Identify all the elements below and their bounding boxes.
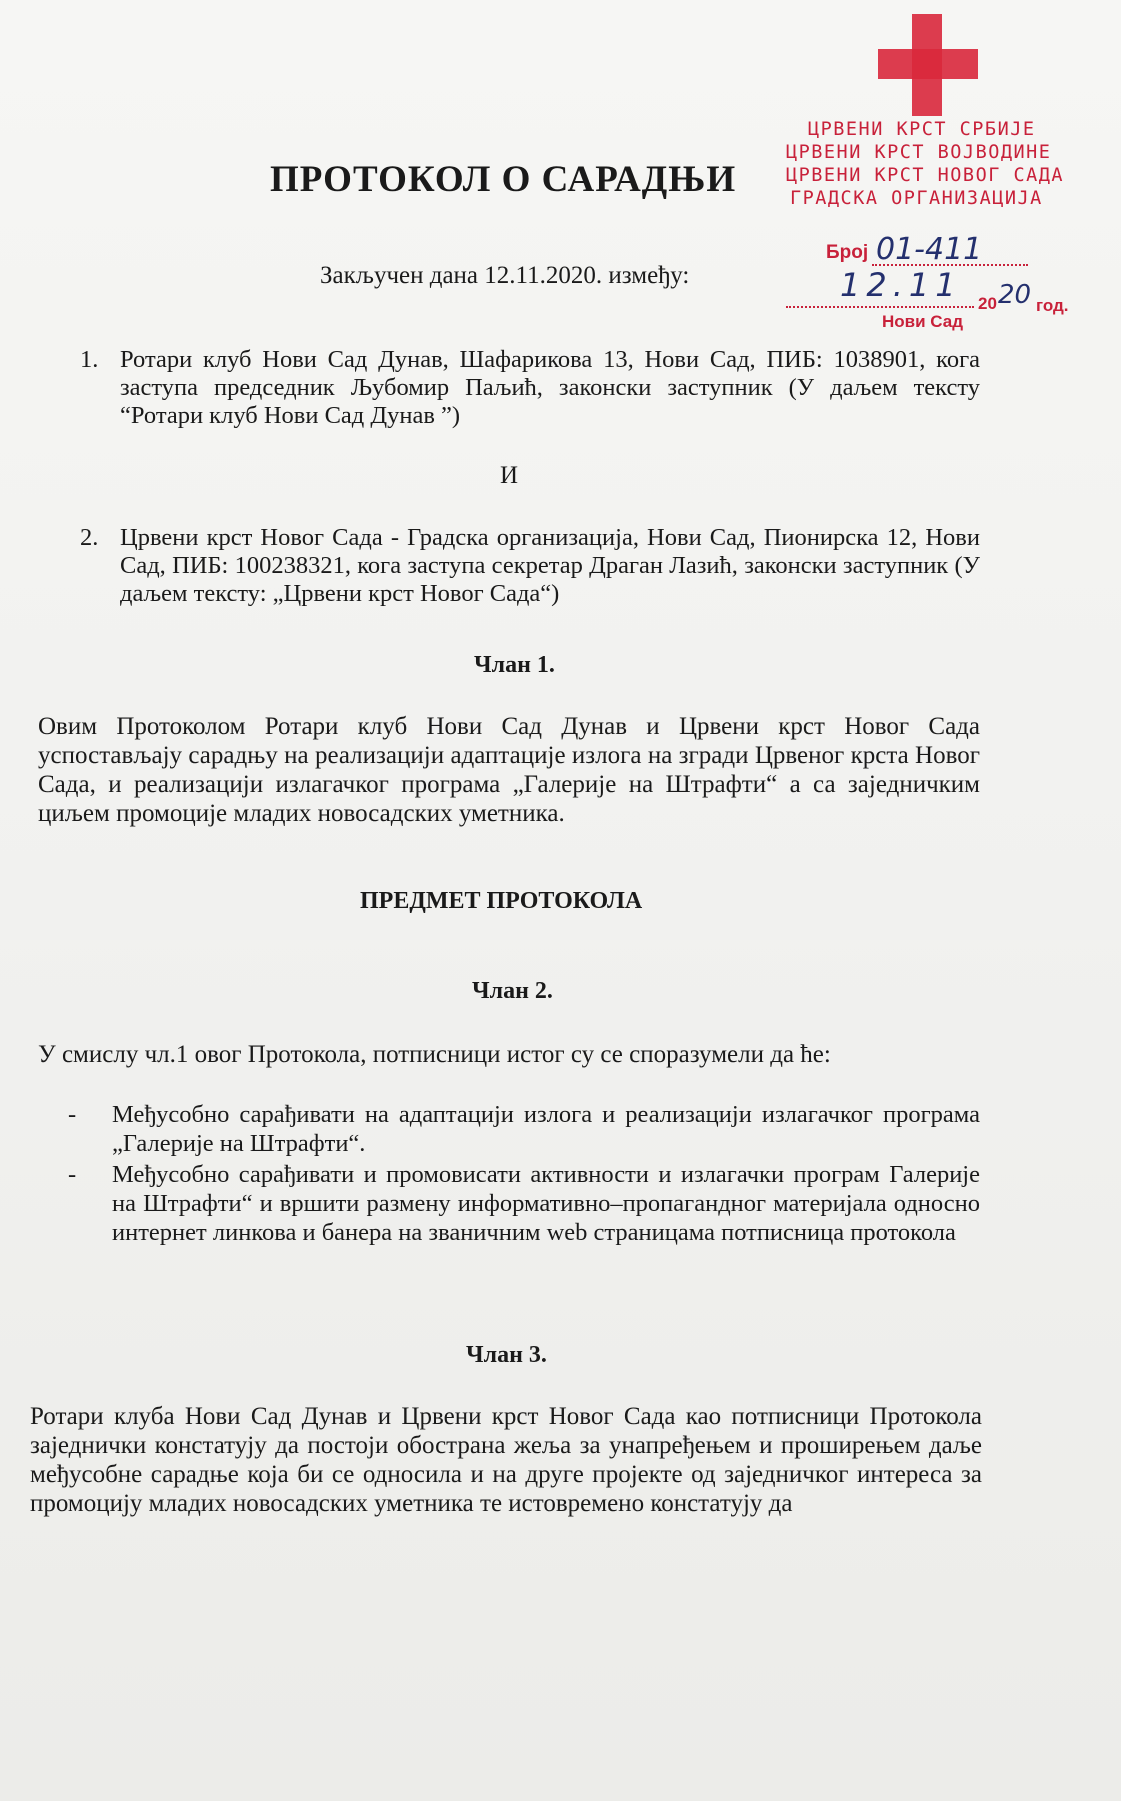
party-number: 1.: [80, 346, 99, 373]
article-1-text: Овим Протоколом Ротари клуб Нови Сад Дунав и Црвени крст Новог Сада успостављају сарадњу на реализацији адаптације излога на згради Црвеног крста Новог Сада, и реализацији излагачког програма „Галерије на Штрафти“ а са заједничким циљем промоције младих новосадских уметника.: [38, 713, 980, 827]
red-cross-stamp: [786, 118, 1064, 210]
article-2-heading: Члан 2.: [472, 978, 553, 1004]
broj-handwritten-value: 01-411: [876, 232, 983, 267]
bullet-dash: -: [68, 1101, 77, 1128]
stamp-line: ЦРВЕНИ КРСТ СРБИЈЕ: [808, 119, 1036, 140]
broj-label: Број: [826, 242, 869, 263]
party-item: [80, 524, 980, 608]
section-heading: ПРЕДМЕТ ПРОТОКОЛА: [360, 888, 643, 914]
stamp-line: ЦРВЕНИ КРСТ НОВОГ САДА: [786, 165, 1065, 186]
party-number: 2.: [80, 524, 99, 551]
and-separator: И: [500, 462, 519, 489]
date-dotted-line: [786, 306, 974, 308]
red-cross-emblem: [878, 14, 978, 116]
year-prefix: 20: [978, 294, 997, 313]
bleed-through-text: [190, 196, 194, 216]
article-3-text: Ротари клуба Нови Сад Дунав и Црвени крст Новог Сада као потписници Протокола заједнички констатују да постоји обострана жеља за унапређењем и проширењем даље међусобне сарадње која би се односила и на друге пројекте од заједничког интереса за промоцију младих новосадских уметника те истовремено констатују да: [30, 1403, 982, 1517]
article-3-heading: Члан 3.: [466, 1342, 547, 1368]
date-handwritten-value: 12.11: [840, 266, 962, 304]
list-item: [68, 1160, 980, 1247]
document-subtitle: Закључен дана 12.11.2020. између:: [320, 262, 690, 289]
list-item: [68, 1100, 980, 1158]
document-title: ПРОТОКОЛ О САРАДЊИ: [270, 159, 737, 200]
stamp-city: Нови Сад: [882, 312, 964, 331]
year-label: год.: [1036, 296, 1069, 315]
list-item-text: Међусобно сарађивати и промовисати активности и излагачки програм Галерије на Штрафти“ и вршити размену информативно–пропагандног материјала односно интернет линкова и банера на званичним web страницама потписница протокола: [112, 1161, 980, 1246]
article-2-intro: У смислу чл.1 овог Протокола, потписници истог су се споразумели да ће:: [38, 1041, 831, 1068]
article-2-list: [68, 1100, 980, 1247]
party-item: [80, 346, 980, 430]
party-text: Ротари клуб Нови Сад Дунав, Шафарикова 13, Нови Сад, ПИБ: 1038901, кога заступа председник Љубомир Паљић, законски заступник (У даљем тексту “Ротари клуб Нови Сад Дунав ”): [120, 346, 980, 429]
list-item-text: Међусобно сарађивати на адаптацији излога и реализацији излагачког програма „Галерије на Штрафти“.: [112, 1101, 980, 1157]
year-handwritten: 20: [998, 280, 1032, 310]
party-text: Црвени крст Новог Сада - Градска организација, Нови Сад, Пионирска 12, Нови Сад, ПИБ: 100238321, кога заступа секретар Драган Лазић, законски заступник (У даљем тексту: „Црвени крст Новог Сада“): [120, 524, 980, 607]
bullet-dash: -: [68, 1161, 77, 1188]
stamp-line: ГРАДСКА ОРГАНИЗАЦИЈА: [790, 188, 1043, 209]
article-1-heading: Члан 1.: [474, 652, 555, 678]
stamp-line: ЦРВЕНИ КРСТ ВОЈВОДИНЕ: [786, 142, 1052, 163]
